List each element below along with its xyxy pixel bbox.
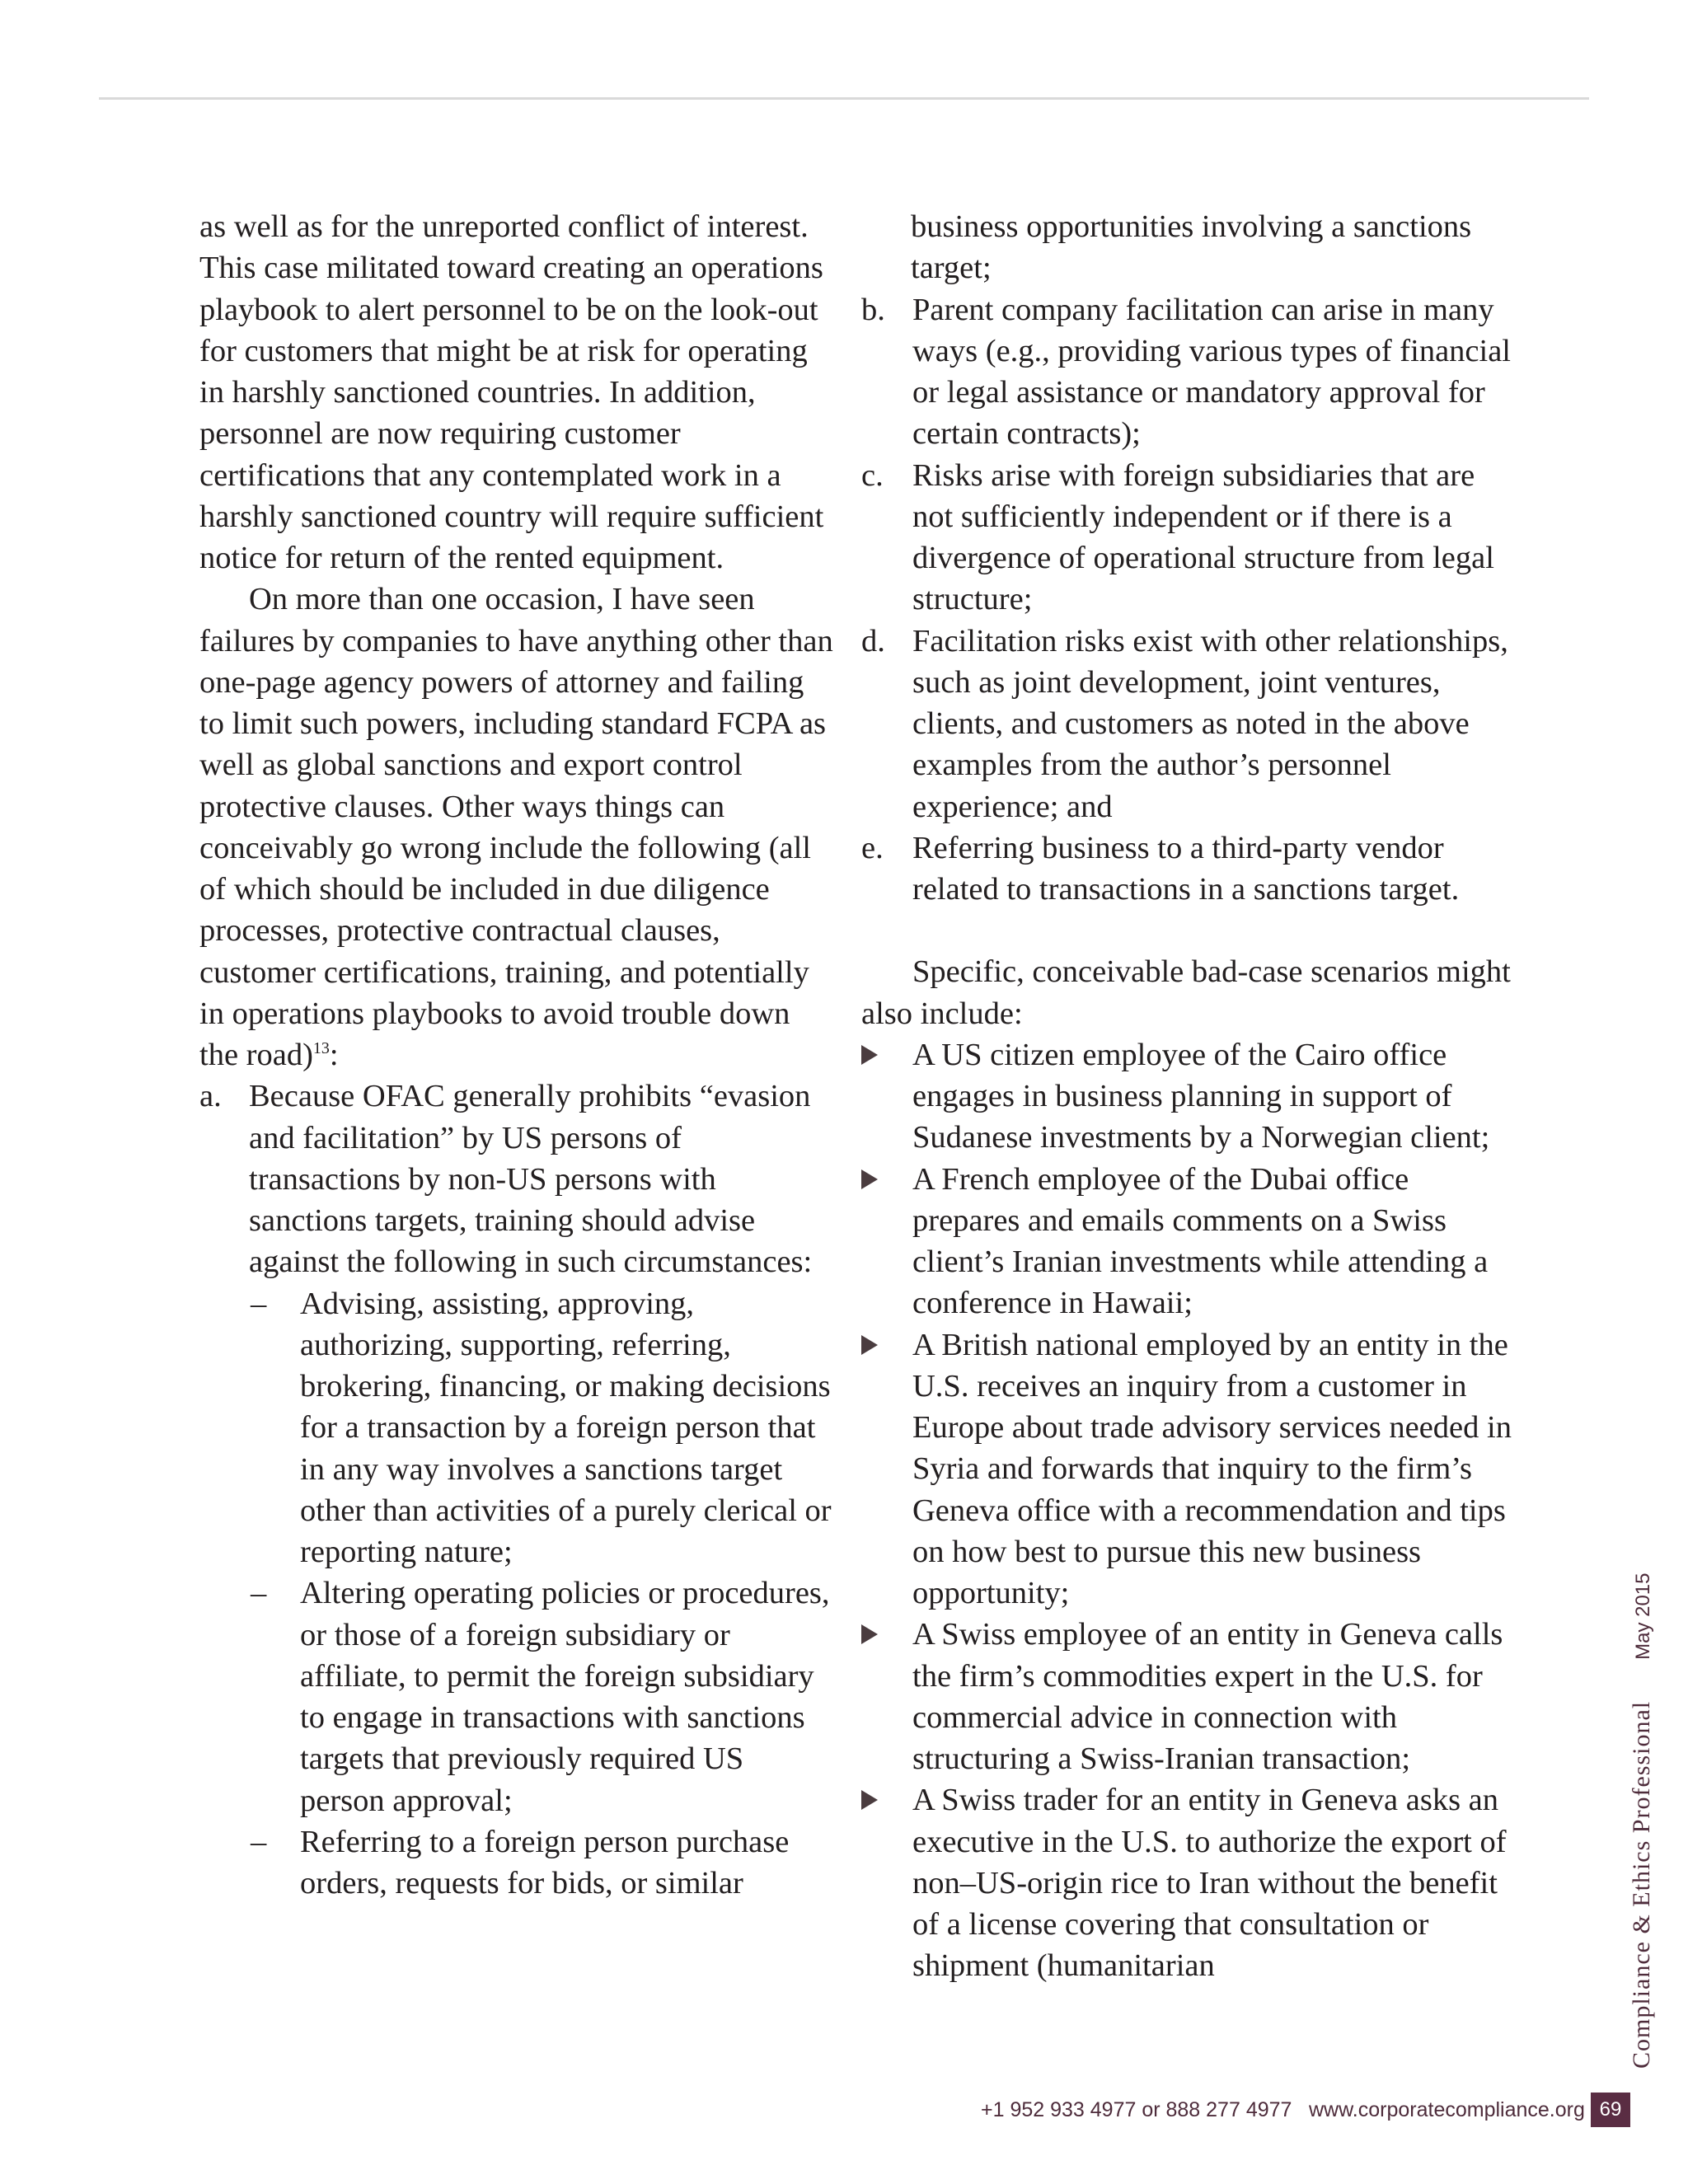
paragraph-conflict-of-interest: as well as for the unreported conflict of interest. This case militated toward creating an operations playbook to alert personnel to be on the look-out for customers that might be at risk for operating in harshly sanctioned countries. In addition, personnel are now requiring customer certifications that any contemplated work in a harshly sanctioned country will require sufficient notice for return of the rented equipment.: [199, 209, 824, 575]
dash-marker: –: [251, 1286, 267, 1321]
triangle-bullet-icon: [861, 1779, 878, 1821]
list-item-c-text: Risks arise with foreign subsidiaries that are not sufficiently independent or if there is a divergence of operational structure from legal structure;: [912, 457, 1494, 617]
issue-date: May 2015: [1632, 1572, 1654, 1660]
sub-list-item-referring-continued: [810, 206, 1512, 289]
triangle-bullet-icon: [861, 1159, 878, 1200]
sub-list-item-referring: [199, 1821, 834, 1905]
list-item-b-text: Parent company facilitation can arise in many ways (e.g., providing various types of financial or legal assistance or mandatory approval for certain contracts);: [912, 292, 1511, 452]
paragraph-failures: [199, 579, 834, 1076]
list-item-e-text: Referring business to a third-party vendor related to transactions in a sanctions target.: [912, 830, 1460, 907]
bullet-item-british-text: A British national employed by an entity in the U.S. receives an inquiry from a customer in Europe about trade advisory services needed in Syria and forwards that inquiry to the firm’s Geneva office with a recommendation and tips on how best to pursue this new business opportunity;: [912, 1327, 1512, 1610]
sub-list-item-advising: [199, 1283, 834, 1573]
list-item-d: [861, 621, 1512, 827]
vertical-running-head: [1628, 1572, 1656, 2069]
paragraph-gap: [861, 910, 1512, 951]
footer-phone: +1 952 933 4977 or 888 277 4977: [981, 2098, 1292, 2121]
bullet-item-swiss-trader: [861, 1779, 1512, 1986]
triangle-bullet-icon: [861, 1034, 878, 1076]
sub-list-item-altering: [199, 1572, 834, 1821]
list-item-a-text: Because OFAC generally prohibits “evasion and facilitation” by US persons of transactions by non-US persons with sanctions targets, training should advise against the following in such circumstances:: [249, 1079, 813, 1280]
bullet-item-swiss-employee-text: A Swiss employee of an entity in Geneva calls the firm’s commodities expert in the U.S. for commercial advice in connection with structuring a Swiss-Iranian transaction;: [912, 1617, 1503, 1776]
paragraph-scenarios: Specific, conceivable bad-case scenarios might also include:: [861, 954, 1511, 1031]
sub-list-item-advising-text: Advising, assisting, approving, authorizing, supporting, referring, brokering, financing, or making decisions for a transaction by a foreign person that in any way involves a sanctions target other than activities of a purely clerical or reporting nature;: [300, 1286, 832, 1569]
list-marker-a: a.: [199, 1079, 222, 1114]
paragraph-failures-text: On more than one occasion, I have seen failures by companies to have anything other than one-page agency powers of attorney and failing to limit such powers, including standard FCPA as well as global sanctions and export control protective clauses. Other ways things can conceivably go wrong include the following (all of which should be included in due diligence processes, protective contractual clauses, customer certifications, training, and potentially in operations playbooks to avoid trouble down the road): [199, 582, 833, 1072]
list-marker-d: d.: [861, 623, 885, 658]
bullet-item-swiss-employee: [861, 1614, 1512, 1779]
bullet-item-swiss-trader-text: A Swiss trader for an entity in Geneva asks an executive in the U.S. to authorize the export of non–US-origin rice to Iran without the benefit of a license covering that consultation or shipment (humanitarian: [912, 1783, 1507, 1984]
list-item-e: [861, 827, 1512, 911]
sub-list-item-referring-text: Referring to a foreign person purchase orders, requests for bids, or similar: [300, 1824, 790, 1900]
left-column: [199, 206, 834, 1904]
footer-website-link[interactable]: www.corporatecompliance.org: [1309, 2098, 1585, 2121]
list-marker-c: c.: [861, 457, 884, 493]
list-item-b: [861, 289, 1512, 455]
triangle-bullet-icon: [861, 1614, 878, 1655]
triangle-bullet-icon: [861, 1324, 878, 1366]
dash-marker: –: [251, 1824, 267, 1859]
list-item-d-text: Facilitation risks exist with other relationships, such as joint development, joint ventures, clients, and customers as noted in the above examples from the author’s personnel experience; and: [912, 623, 1508, 824]
bullet-item-cairo-text: A US citizen employee of the Cairo office engages in business planning in support of Sudanese investments by a Norwegian client;: [912, 1037, 1490, 1155]
list-item-a: [199, 1076, 834, 1282]
right-column: [861, 206, 1512, 1987]
list-marker-e: e.: [861, 830, 884, 865]
publication-name: Compliance & Ethics Professional: [1628, 1700, 1655, 2069]
list-item-c: [861, 455, 1512, 621]
sub-list-item-altering-text: Altering operating policies or procedures, or those of a foreign subsidiary or affiliate, to permit the foreign subsidiary to engage in transactions with sanctions targets that previously required US person approval;: [300, 1576, 830, 1818]
bullet-item-dubai-text: A French employee of the Dubai office prepares and emails comments on a Swiss client’s Iranian investments while attending a conference in Hawaii;: [912, 1161, 1489, 1321]
bullet-item-dubai: [861, 1159, 1512, 1324]
bullet-item-cairo: [861, 1034, 1512, 1159]
bullet-item-british: [861, 1324, 1512, 1615]
list-marker-b: b.: [861, 292, 885, 327]
page-number: 69: [1591, 2093, 1630, 2127]
footnote-ref-13: 13: [312, 1039, 330, 1058]
dash-marker: –: [251, 1576, 267, 1611]
paragraph-failures-colon: :: [329, 1038, 339, 1072]
sub-list-item-referring-continued-text: business opportunities involving a sanctions target;: [911, 209, 1472, 286]
top-rule: [99, 97, 1589, 100]
